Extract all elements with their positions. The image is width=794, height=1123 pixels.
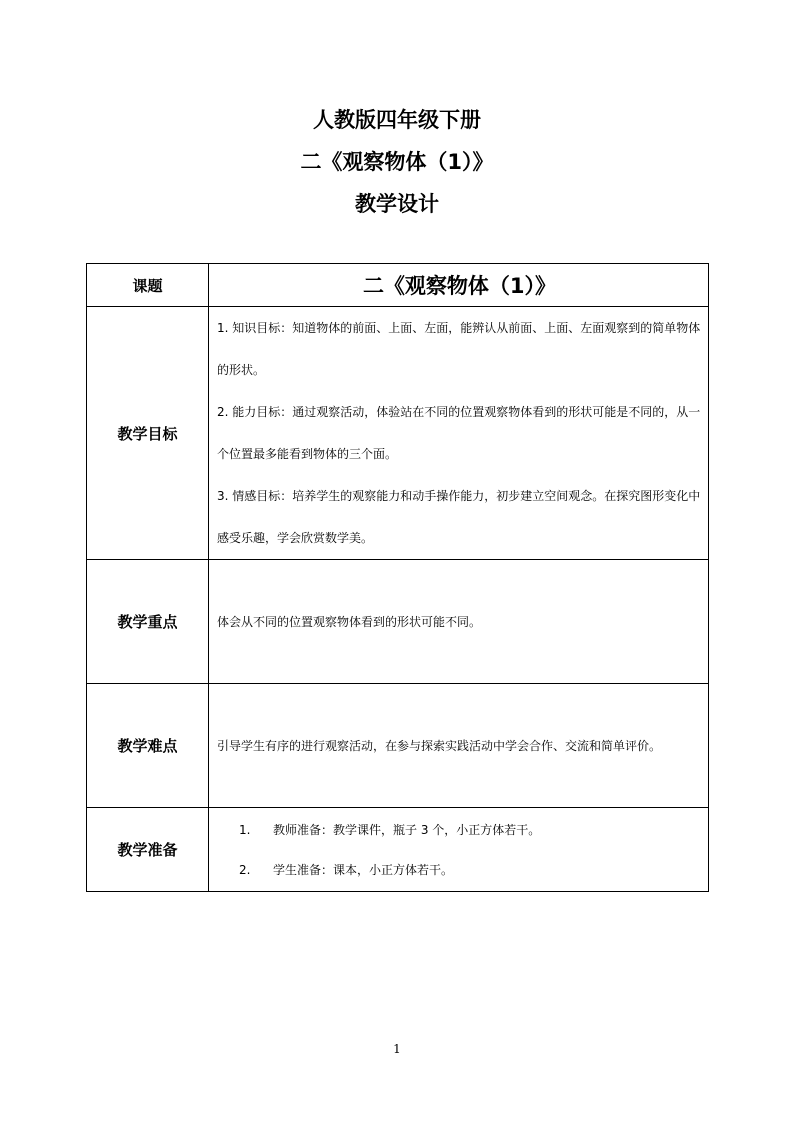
lesson-title: 二《观察物体（1）》 — [300, 150, 494, 174]
key-points-text: 体会从不同的位置观察物体看到的形状可能不同。 — [217, 614, 482, 629]
difficulties-label: 教学难点 — [87, 684, 209, 808]
table-row-key-points — [87, 560, 709, 684]
table-row-difficulties — [87, 684, 709, 808]
table-row-preparation — [87, 808, 709, 892]
list-item-number: 1. — [239, 822, 251, 837]
goals-content — [209, 307, 709, 560]
lesson-plan-table — [86, 263, 709, 892]
list-item-text: 学生准备：课本，小正方体若干。 — [273, 862, 454, 877]
key-points-label: 教学重点 — [87, 560, 209, 684]
list-item-text: 教师准备：教学课件，瓶子 3 个，小正方体若干。 — [273, 822, 541, 837]
table-row-goals — [87, 307, 709, 560]
table-row-topic — [87, 264, 709, 307]
topic-label: 课题 — [87, 264, 209, 307]
list-item — [217, 810, 702, 850]
goal-ability: 2. 能力目标：通过观察活动，体验站在不同的位置观察物体看到的形状可能是不同的，从一个位置最多能看到物体的三个面。 — [217, 405, 701, 461]
topic-value: 二《观察物体（1）》 — [209, 264, 709, 307]
list-item — [217, 850, 702, 890]
document-subtitle: 教学设计 — [355, 192, 439, 216]
difficulties-text: 引导学生有序的进行观察活动，在参与探索实践活动中学会合作、交流和简单评价。 — [217, 738, 662, 753]
key-points-content — [209, 560, 709, 684]
list-item-number: 2. — [239, 862, 251, 877]
document-title: 人教版四年级下册 — [313, 108, 481, 132]
goal-knowledge: 1. 知识目标：知道物体的前面、上面、左面，能辨认从前面、上面、左面观察到的简单物体的形状。 — [217, 321, 701, 377]
goals-label: 教学目标 — [87, 307, 209, 560]
preparation-content — [209, 808, 709, 892]
page-number: 1 — [393, 1042, 401, 1056]
difficulties-content — [209, 684, 709, 808]
preparation-label: 教学准备 — [87, 808, 209, 892]
goal-emotion: 3. 情感目标：培养学生的观察能力和动手操作能力，初步建立空间观念。在探究图形变化中感受乐趣，学会欣赏数学美。 — [217, 489, 701, 545]
